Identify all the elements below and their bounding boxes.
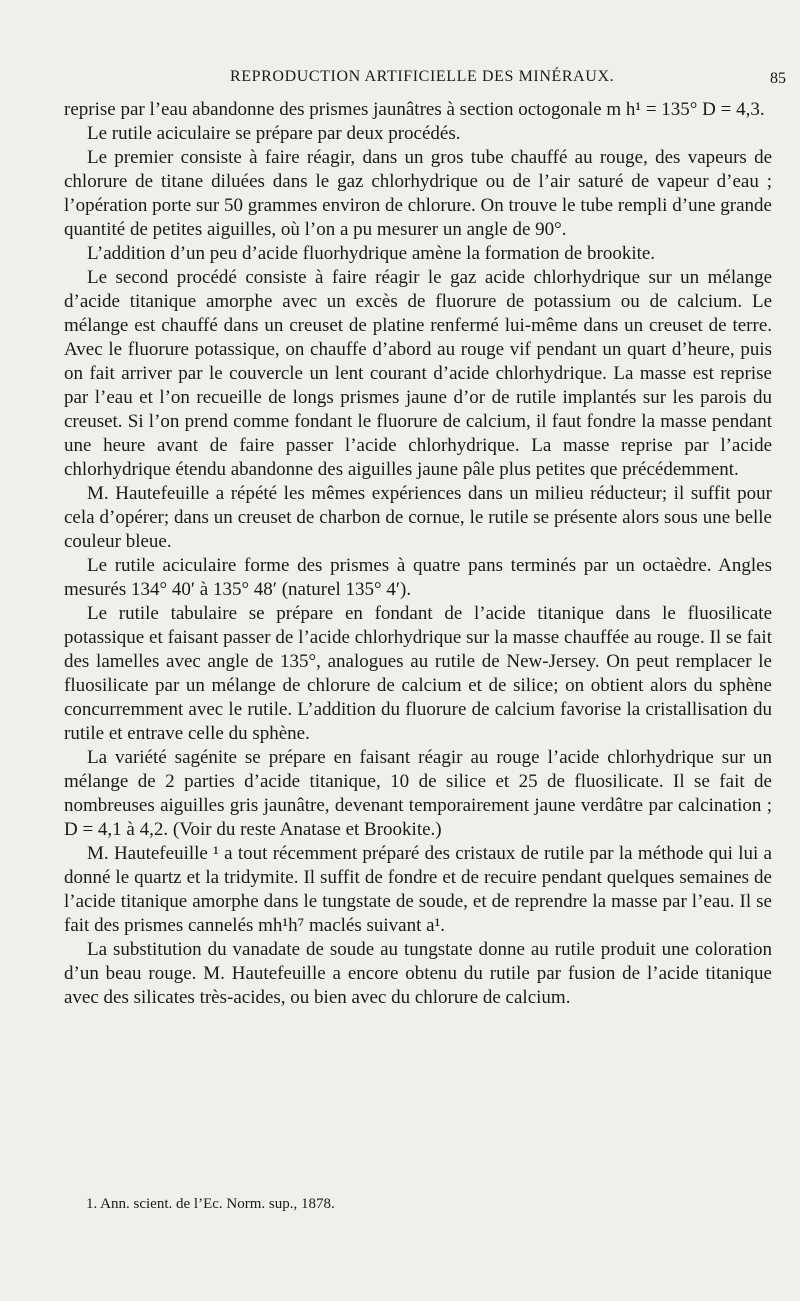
paragraph: L’addition d’un peu d’acide fluorhydrique amène la formation de brookite. xyxy=(87,243,656,264)
paragraph: Le premier consiste à faire réagir, dans un gros tube chauffé au rouge, des vapeurs de chlorure de titane diluées dans le gaz chlorhydrique ou de l’air saturé de vapeur d’eau ; l’opération porte sur 50 grammes environ de chlorure. On trouve le tube rempli d’une grande quantité de petites aiguilles, où l’on a pu mesurer un angle de 90°. xyxy=(64,147,772,240)
paragraph: M. Hautefeuille a répété les mêmes expériences dans un milieu réducteur; il suffit pour cela d’opérer; dans un creuset de charbon de cornue, le rutile se présente alors sous une belle couleur bleue. xyxy=(64,483,772,552)
paragraph: Le second procédé consiste à faire réagir le gaz acide chlorhydrique sur un mélange d’acide titanique amorphe avec un excès de fluorure de potassium ou de calcium. Le mélange est chauffé dans un creuset de platine renfermé lui-même dans un creuset de terre. Avec le fluorure potassique, on chauffe d’abord au rouge vif pendant un quart d’heure, puis on fait arriver par le couvercle un lent courant d’acide chlorhydrique. La masse est reprise par l’eau et l’on recueille de longs prismes jaune d’or de rutile implantés sur les parois du creuset. Si l’on prend comme fondant le fluorure de calcium, il faut fondre la masse pendant une heure avant de faire passer l’acide chlorhydrique. La masse reprise par l’acide chlorhydrique étendu abandonne des aiguilles jaune pâle plus petites que précédemment. xyxy=(64,267,772,480)
running-title: REPRODUCTION ARTIFICIELLE DES MINÉRAUX. xyxy=(230,68,615,85)
paragraph: Le rutile aciculaire se prépare par deux procédés. xyxy=(87,123,461,144)
body-text xyxy=(64,98,772,1010)
paragraph: M. Hautefeuille ¹ a tout récemment préparé des cristaux de rutile par la méthode qui lui a donné le quartz et la tridymite. Il suffit de fondre et de recuire pendant quelques semaines de l’acide titanique amorphe dans le tungstate de soude, et de reprendre la masse par l’eau. Il se fait des prismes cannelés mh¹h⁷ maclés suivant a¹. xyxy=(64,843,772,936)
paragraph: La substitution du vanadate de soude au tungstate donne au rutile produit une coloration d’un beau rouge. M. Hautefeuille a encore obtenu du rutile par fusion de l’acide titanique avec des silicates très-acides, ou bien avec du chlorure de calcium. xyxy=(64,939,772,1008)
paragraph: Le rutile aciculaire forme des prismes à quatre pans terminés par un octaèdre. Angles mesurés 134° 40′ à 135° 48′ (naturel 135° 4′). xyxy=(64,555,772,600)
paragraph: reprise par l’eau abandonne des prismes jaunâtres à section octogonale m h¹ = 135° D = 4,3. xyxy=(64,99,765,120)
footnote: 1. Ann. scient. de l’Ec. Norm. sup., 1878. xyxy=(86,1196,335,1212)
paragraph: La variété sagénite se prépare en faisant réagir au rouge l’acide chlorhydrique sur un mélange de 2 parties d’acide titanique, 10 de silice et 25 de fluosilicate. Il se fait de nombreuses aiguilles gris jaunâtre, devenant temporairement jaune verdâtre par calcination ; D = 4,1 à 4,2. (Voir du reste Anatase et Brookite.) xyxy=(64,747,772,840)
paragraph: Le rutile tabulaire se prépare en fondant de l’acide titanique dans le fluosilicate potassique et faisant passer de l’acide chlorhydrique sur la masse chauffée au rouge. Il se fait des lamelles avec angle de 135°, analogues au rutile de New-Jersey. On peut remplacer le fluosilicate par un mélange de chlorure de calcium et de silice; on obtient alors du sphène concurremment avec le rutile. L’addition du fluorure de calcium favorise la cristallisation du rutile et entrave celle du sphène. xyxy=(64,603,772,744)
page-number: 85 xyxy=(770,70,786,87)
